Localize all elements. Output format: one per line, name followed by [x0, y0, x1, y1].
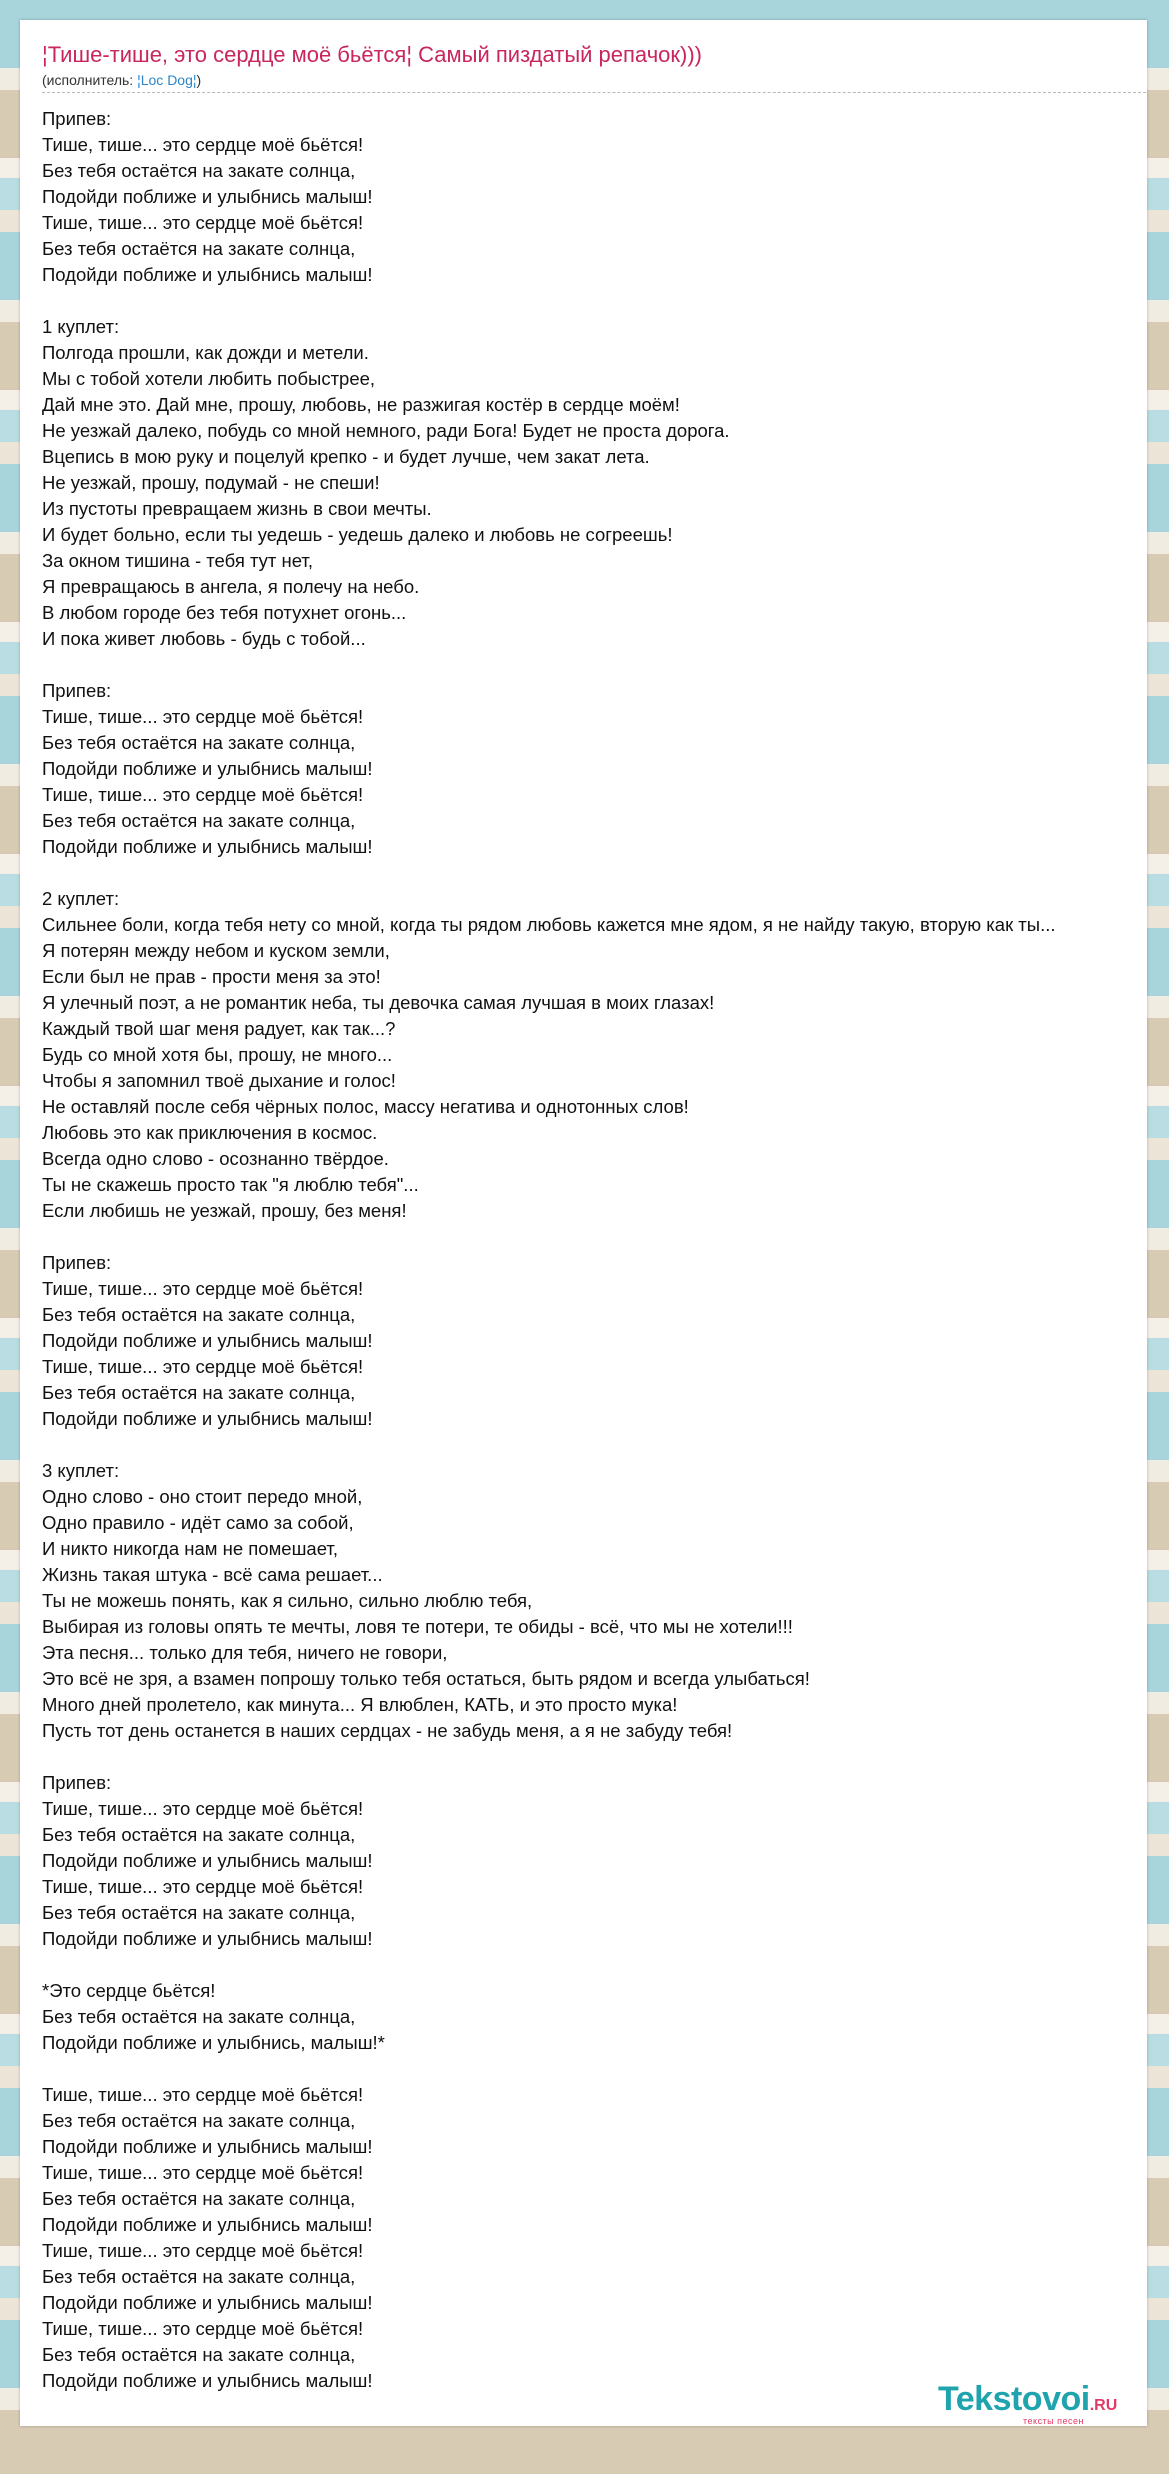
artist-line [42, 72, 201, 88]
lyric-line: Тише, тише... это сердце моё бьётся! [42, 706, 364, 727]
lyric-line: Это всё не зря, а взамен попрошу только тебя остаться, быть рядом и всегда улыбаться! [42, 1668, 810, 1689]
lyric-line: Пусть тот день останется в наших сердцах - не забудь меня, а я не забуду тебя! [42, 1720, 733, 1741]
lyric-line: Много дней пролетело, как минута... Я влюблен, КАТЬ, и это просто мука! [42, 1694, 678, 1715]
lyric-line: Подойди поближе и улыбнись малыш! [42, 758, 373, 779]
lyric-line: Любовь это как приключения в космос. [42, 1122, 378, 1143]
lyric-line: 3 куплет: [42, 1460, 120, 1481]
logo-main-text: Tekstovoi [938, 2380, 1090, 2418]
lyric-line: И пока живет любовь - будь с тобой... [42, 628, 366, 649]
lyric-line: Без тебя остаётся на закате солнца, [42, 1902, 356, 1923]
artist-suffix: ) [196, 72, 202, 88]
lyric-line [42, 1224, 1147, 1250]
lyric-line: Тише, тише... это сердце моё бьётся! [42, 2084, 364, 2105]
lyric-line: Припев: [42, 1772, 112, 1793]
lyric-line: Я превращаюсь в ангела, я полечу на небо. [42, 576, 420, 597]
lyric-line [42, 2056, 1147, 2082]
lyric-line: Без тебя остаётся на закате солнца, [42, 2266, 356, 2287]
lyric-line: Тише, тише... это сердце моё бьётся! [42, 212, 364, 233]
lyric-line: Без тебя остаётся на закате солнца, [42, 1824, 356, 1845]
lyric-line: Подойди поближе и улыбнись малыш! [42, 1408, 373, 1429]
artist-link[interactable]: ¦Loc Dog¦ [137, 72, 197, 88]
lyric-line: Без тебя остаётся на закате солнца, [42, 1304, 356, 1325]
lyric-line: Без тебя остаётся на закате солнца, [42, 160, 356, 181]
lyric-line: 1 куплет: [42, 316, 120, 337]
lyric-line [42, 1744, 1147, 1770]
lyric-line: Тише, тише... это сердце моё бьётся! [42, 2318, 364, 2339]
lyric-line: Припев: [42, 108, 112, 129]
lyric-line: Без тебя остаётся на закате солнца, [42, 2110, 356, 2131]
lyric-line: Подойди поближе и улыбнись малыш! [42, 1928, 373, 1949]
lyric-line: Припев: [42, 1252, 112, 1273]
lyric-line: Без тебя остаётся на закате солнца, [42, 2188, 356, 2209]
lyric-line: Без тебя остаётся на закате солнца, [42, 1382, 356, 1403]
lyric-line: За окном тишина - тебя тут нет, [42, 550, 313, 571]
lyric-line: Не уезжай, прошу, подумай - не спеши! [42, 472, 380, 493]
lyric-line: *Это сердце бьётся! [42, 1980, 216, 2001]
lyric-line: Я потерян между небом и куском земли, [42, 940, 390, 961]
lyric-line: Ты не скажешь просто так "я люблю тебя"... [42, 1174, 419, 1195]
lyric-line: Тише, тише... это сердце моё бьётся! [42, 1278, 364, 1299]
lyric-line [42, 288, 1147, 314]
lyrics-text [42, 106, 1147, 2394]
lyric-line: Если любишь не уезжай, прошу, без меня! [42, 1200, 407, 1221]
lyric-line: Мы с тобой хотели любить побыстрее, [42, 368, 376, 389]
lyric-line: Тише, тише... это сердце моё бьётся! [42, 2162, 364, 2183]
lyric-line: Будь со мной хотя бы, прошу, не много... [42, 1044, 393, 1065]
lyric-line: Выбирая из головы опять те мечты, ловя те потери, те обиды - всё, что мы не хотели!!! [42, 1616, 793, 1637]
lyric-line: Тише, тише... это сердце моё бьётся! [42, 1798, 364, 1819]
lyric-line: Без тебя остаётся на закате солнца, [42, 810, 356, 831]
lyric-line [42, 652, 1147, 678]
lyric-line: Каждый твой шаг меня радует, как так...? [42, 1018, 396, 1039]
lyric-line: Подойди поближе и улыбнись, малыш!* [42, 2032, 385, 2053]
lyric-line: Не уезжай далеко, побудь со мной немного, ради Бога! Будет не проста дорога. [42, 420, 730, 441]
lyric-line: Подойди поближе и улыбнись малыш! [42, 1850, 373, 1871]
lyric-line: Жизнь такая штука - всё сама решает... [42, 1564, 383, 1585]
lyric-line: Без тебя остаётся на закате солнца, [42, 732, 356, 753]
lyric-line [42, 860, 1147, 886]
lyric-line: Сильнее боли, когда тебя нету со мной, когда ты рядом любовь кажется мне ядом, я не найду такую, вторую как ты... [42, 914, 1056, 935]
lyric-line: В любом городе без тебя потухнет огонь... [42, 602, 407, 623]
lyric-line: Всегда одно слово - осознанно твёрдое. [42, 1148, 389, 1169]
page-title: ¦Тише-тише, это сердце моё бьётся¦ Самый пиздатый репачок))) [42, 42, 702, 67]
lyric-line: Тише, тише... это сердце моё бьётся! [42, 2240, 364, 2261]
lyric-line: Из пустоты превращаем жизнь в свои мечты. [42, 498, 432, 519]
lyric-line: Подойди поближе и улыбнись малыш! [42, 186, 373, 207]
lyric-line: Тише, тише... это сердце моё бьётся! [42, 784, 364, 805]
title-divider [42, 92, 1146, 93]
site-logo[interactable] [938, 2380, 1138, 2426]
lyric-line: Подойди поближе и улыбнись малыш! [42, 2370, 373, 2391]
lyric-line: Чтобы я запомнил твоё дыхание и голос! [42, 1070, 396, 1091]
lyric-line: Без тебя остаётся на закате солнца, [42, 238, 356, 259]
lyric-line: Подойди поближе и улыбнись малыш! [42, 1330, 373, 1351]
lyric-line: Подойди поближе и улыбнись малыш! [42, 264, 373, 285]
lyric-line: Дай мне это. Дай мне, прошу, любовь, не разжигая костёр в сердце моём! [42, 394, 680, 415]
lyric-line: Припев: [42, 680, 112, 701]
lyric-line [42, 1432, 1147, 1458]
lyric-line: 2 куплет: [42, 888, 120, 909]
lyric-line: Не оставляй после себя чёрных полос, массу негатива и однотонных слов! [42, 1096, 689, 1117]
lyric-line: И будет больно, если ты уедешь - уедешь далеко и любовь не согреешь! [42, 524, 673, 545]
lyric-line: И никто никогда нам не помешает, [42, 1538, 338, 1559]
logo-tld-text: .RU [1089, 2397, 1118, 2414]
lyric-line: Подойди поближе и улыбнись малыш! [42, 2214, 373, 2235]
lyric-line: Вцепись в мою руку и поцелуй крепко - и будет лучше, чем закат лета. [42, 446, 650, 467]
logo-subtitle: тексты песен [1023, 2416, 1085, 2426]
lyric-line: Тише, тише... это сердце моё бьётся! [42, 134, 364, 155]
lyric-line: Подойди поближе и улыбнись малыш! [42, 2136, 373, 2157]
lyric-line: Полгода прошли, как дожди и метели. [42, 342, 369, 363]
lyric-line: Подойди поближе и улыбнись малыш! [42, 2292, 373, 2313]
lyric-line: Тише, тише... это сердце моё бьётся! [42, 1876, 364, 1897]
lyric-line: Одно правило - идёт само за собой, [42, 1512, 354, 1533]
lyric-line: Без тебя остаётся на закате солнца, [42, 2344, 356, 2365]
lyric-line: Ты не можешь понять, как я сильно, сильно люблю тебя, [42, 1590, 533, 1611]
lyric-line: Без тебя остаётся на закате солнца, [42, 2006, 356, 2027]
lyric-line: Подойди поближе и улыбнись малыш! [42, 836, 373, 857]
artist-prefix: (исполнитель: [42, 72, 138, 88]
lyric-line: Эта песня... только для тебя, ничего не говори, [42, 1642, 448, 1663]
lyric-line: Тише, тише... это сердце моё бьётся! [42, 1356, 364, 1377]
lyric-line: Одно слово - оно стоит передо мной, [42, 1486, 363, 1507]
lyric-line: Я улечный поэт, а не романтик неба, ты девочка самая лучшая в моих глазах! [42, 992, 715, 1013]
lyric-line [42, 1952, 1147, 1978]
lyric-line: Если был не прав - прости меня за это! [42, 966, 381, 987]
lyrics-card [20, 20, 1147, 2426]
